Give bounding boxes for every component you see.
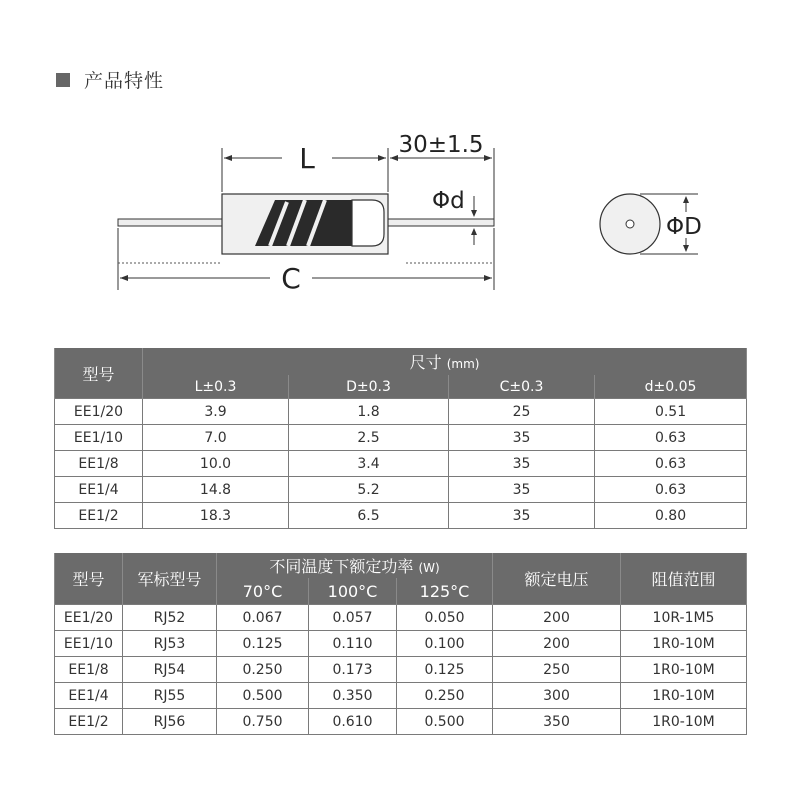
table-row [55, 631, 747, 657]
t2-sub-header: 100°C [309, 578, 397, 605]
dimension-table [54, 348, 747, 529]
cell: 6.5 [289, 503, 449, 529]
t2-header-power [217, 553, 493, 578]
table-row [55, 399, 747, 425]
cell: RJ56 [123, 709, 217, 735]
table-row [55, 451, 747, 477]
cell: 18.3 [143, 503, 289, 529]
cell: 0.125 [397, 657, 493, 683]
cell: 0.110 [309, 631, 397, 657]
cell: 7.0 [143, 425, 289, 451]
cell: 1R0-10M [621, 657, 747, 683]
cell: 1R0-10M [621, 709, 747, 735]
table-row [55, 657, 747, 683]
table-row [55, 709, 747, 735]
label-D: ΦD [666, 214, 702, 240]
cell: EE1/20 [55, 399, 143, 425]
cell: EE1/8 [55, 657, 123, 683]
cell: 300 [493, 683, 621, 709]
cell: 0.350 [309, 683, 397, 709]
end-view-lead [626, 220, 634, 228]
t1-header-model: 型号 [55, 348, 143, 399]
cell: 0.067 [217, 605, 309, 631]
cell: EE1/8 [55, 451, 143, 477]
cell: EE1/2 [55, 503, 143, 529]
cell: 250 [493, 657, 621, 683]
cell: EE1/10 [55, 425, 143, 451]
body-cap [352, 200, 384, 246]
label-lead-length: 30±1.5 [398, 132, 484, 158]
cell: 3.9 [143, 399, 289, 425]
cell: EE1/20 [55, 605, 123, 631]
t1-sub-header: d±0.05 [595, 375, 747, 399]
cell: 0.750 [217, 709, 309, 735]
t1-sub-header: L±0.3 [143, 375, 289, 399]
power-rating-table [54, 553, 747, 735]
cell: RJ54 [123, 657, 217, 683]
cell: EE1/4 [55, 683, 123, 709]
cell: 1R0-10M [621, 631, 747, 657]
cell: 350 [493, 709, 621, 735]
t2-header-voltage: 额定电压 [493, 553, 621, 605]
cell: 0.500 [397, 709, 493, 735]
right-lead [388, 219, 494, 226]
cell: 200 [493, 631, 621, 657]
t2-sub-header: 70°C [217, 578, 309, 605]
resistor-dimension-diagram [0, 0, 800, 320]
label-d: Φd [432, 188, 465, 214]
cell: 10.0 [143, 451, 289, 477]
cell: 0.050 [397, 605, 493, 631]
t2-header-mil: 军标型号 [123, 553, 217, 605]
cell: 0.51 [595, 399, 747, 425]
cell: 35 [449, 451, 595, 477]
table-row [55, 477, 747, 503]
cell: 0.500 [217, 683, 309, 709]
t2-header-model: 型号 [55, 553, 123, 605]
table-row [55, 425, 747, 451]
cell: 35 [449, 503, 595, 529]
table-row [55, 503, 747, 529]
cell: RJ52 [123, 605, 217, 631]
cell: 0.173 [309, 657, 397, 683]
table-row [55, 605, 747, 631]
cell: RJ53 [123, 631, 217, 657]
cell: 1.8 [289, 399, 449, 425]
cell: RJ55 [123, 683, 217, 709]
cell: EE1/4 [55, 477, 143, 503]
section-title: 产品特性 [84, 70, 165, 92]
cell: 0.63 [595, 477, 747, 503]
cell: EE1/10 [55, 631, 123, 657]
t1-size-unit: (mm) [446, 357, 480, 371]
t1-header-size [143, 348, 747, 375]
t2-power-unit: (W) [418, 561, 440, 575]
cell: 25 [449, 399, 595, 425]
t2-sub-header: 125°C [397, 578, 493, 605]
cell: EE1/2 [55, 709, 123, 735]
cell: 0.610 [309, 709, 397, 735]
cell: 10R-1M5 [621, 605, 747, 631]
cell: 35 [449, 477, 595, 503]
cell: 3.4 [289, 451, 449, 477]
cell: 0.057 [309, 605, 397, 631]
cell: 14.8 [143, 477, 289, 503]
cell: 0.63 [595, 451, 747, 477]
cell: 0.125 [217, 631, 309, 657]
cell: 0.80 [595, 503, 747, 529]
cell: 0.250 [397, 683, 493, 709]
left-lead [118, 219, 222, 226]
cell: 1R0-10M [621, 683, 747, 709]
cell: 0.63 [595, 425, 747, 451]
label-L: L [299, 142, 315, 175]
cell: 5.2 [289, 477, 449, 503]
t2-power-title: 不同温度下额定功率 [269, 557, 414, 576]
cell: 2.5 [289, 425, 449, 451]
cell: 35 [449, 425, 595, 451]
cell: 200 [493, 605, 621, 631]
t2-header-range: 阻值范围 [621, 553, 747, 605]
cell: 0.100 [397, 631, 493, 657]
cell: 0.250 [217, 657, 309, 683]
t1-sub-header: D±0.3 [289, 375, 449, 399]
t1-size-title: 尺寸 [409, 353, 442, 372]
table-row [55, 683, 747, 709]
t1-sub-header: C±0.3 [449, 375, 595, 399]
label-C: C [281, 262, 301, 295]
